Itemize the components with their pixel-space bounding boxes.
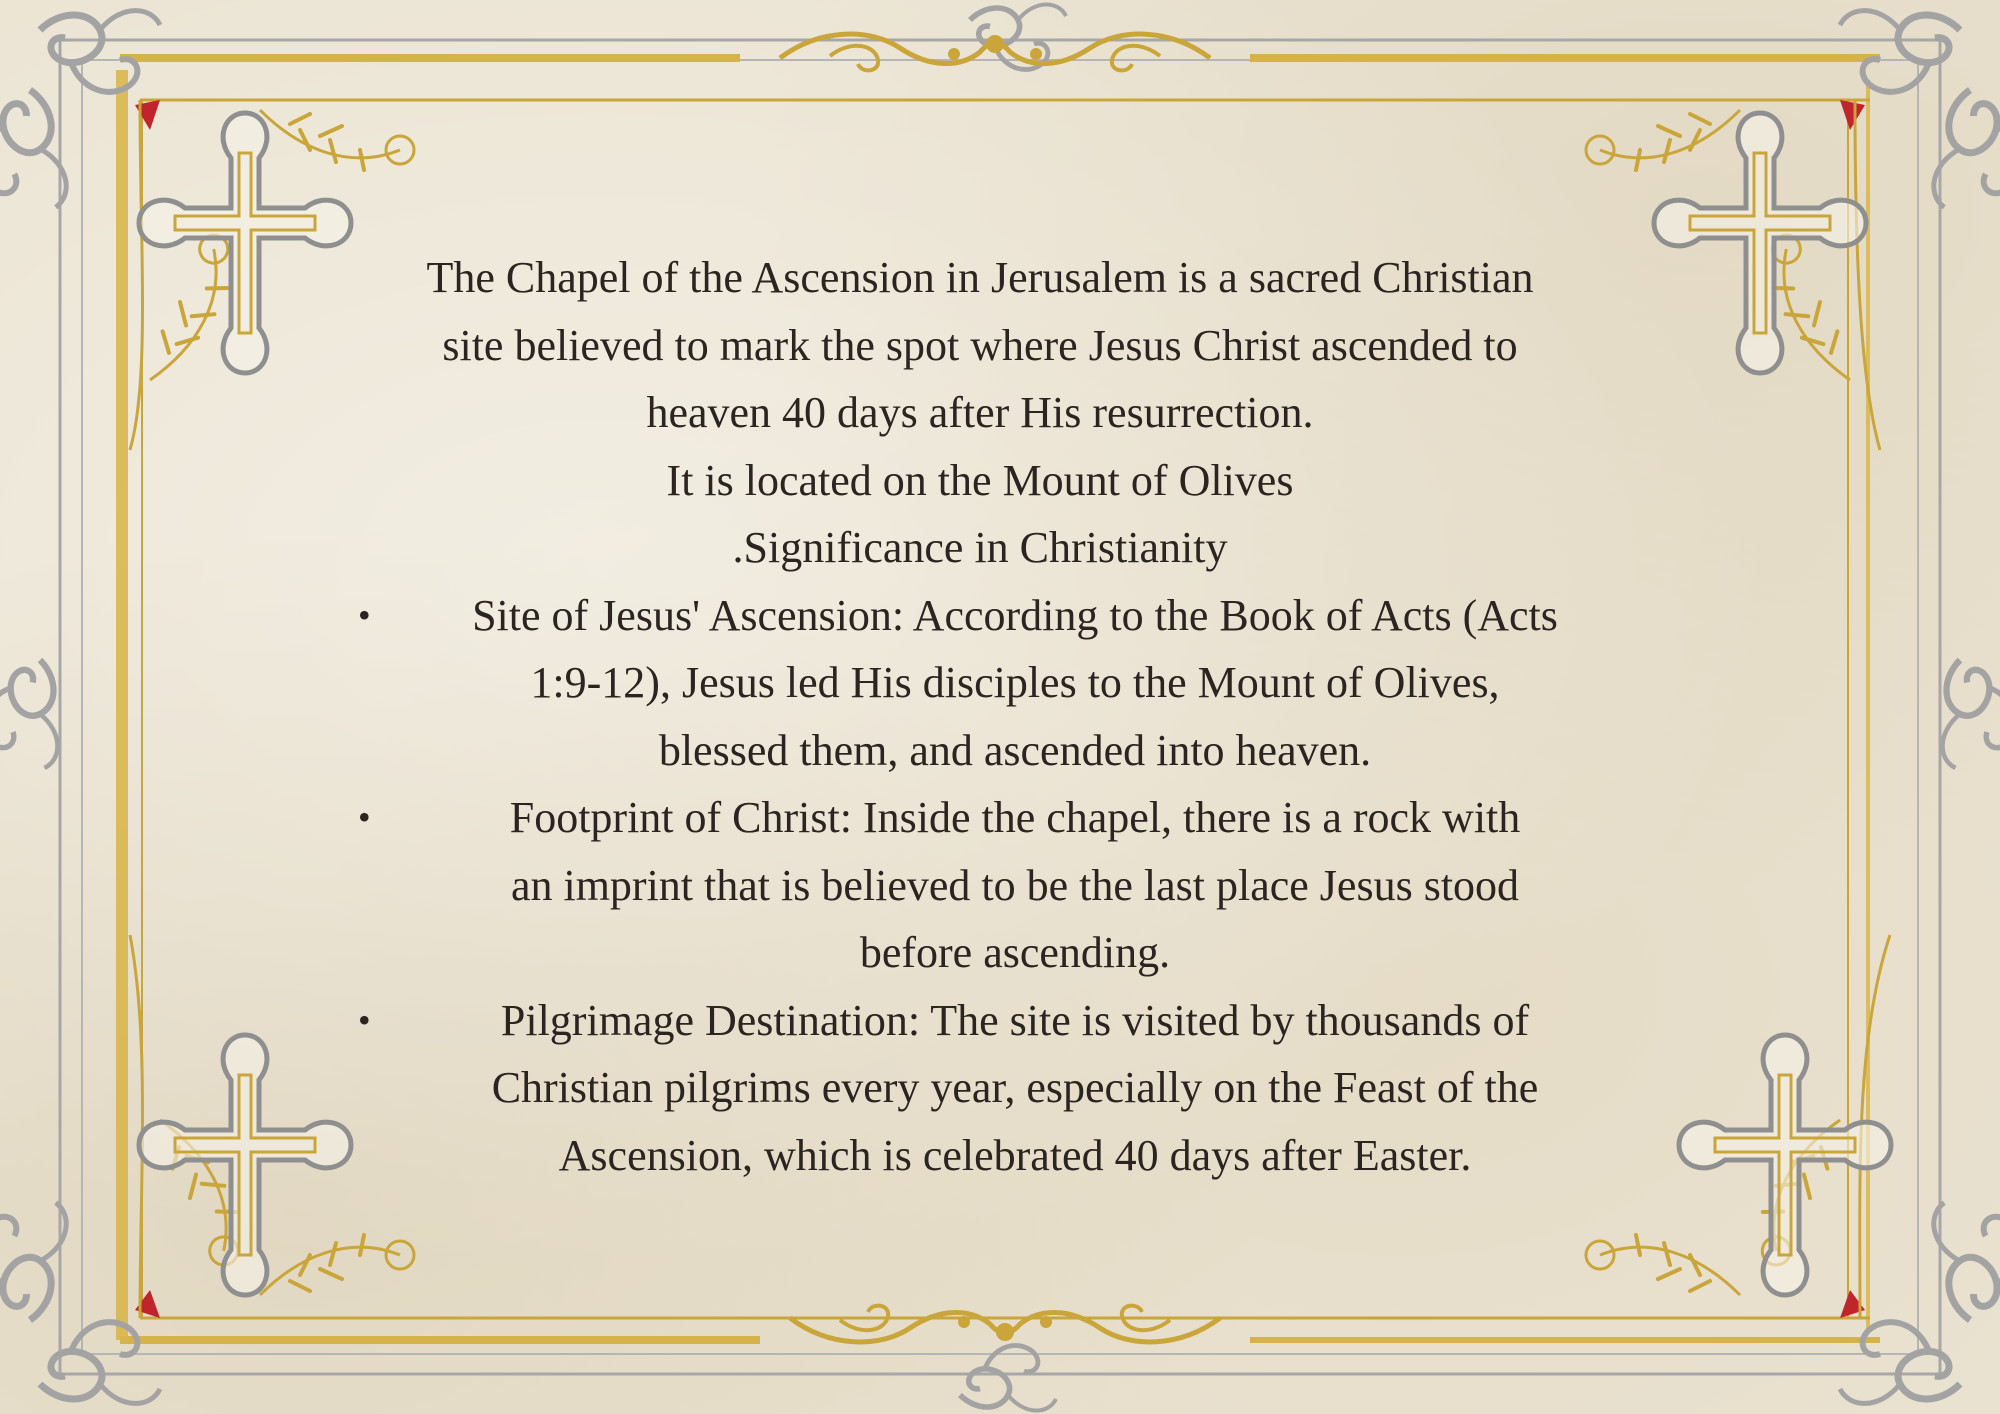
list-item (330, 582, 1630, 785)
vine-ornament-top-left (260, 110, 414, 170)
list-item-line: blessed them, and ascended into heaven. (658, 725, 1372, 775)
bullet-icon: • (358, 594, 371, 635)
cross-icon (1654, 113, 1866, 373)
section-heading: .Significance in Christianity (732, 523, 1228, 572)
list-item-line: Christian pilgrims every year, especially on the Feast of the (491, 1063, 1539, 1112)
document-body (330, 244, 1630, 1189)
cross-icon (139, 113, 351, 373)
list-item-line: before ascending. (859, 928, 1171, 977)
bullet-icon: • (358, 797, 371, 837)
list-item-line: Site of Jesus' Ascension: According to the Book of Acts (Acts (472, 590, 1558, 640)
bullet-icon: • (358, 999, 371, 1040)
intro-line: heaven 40 days after His resurrection. (646, 388, 1314, 437)
intro-paragraph (330, 244, 1630, 582)
list-item (330, 784, 1630, 987)
list-item (330, 987, 1630, 1190)
list-item-line: Footprint of Christ: Inside the chapel, there is a rock with (509, 793, 1521, 842)
list-item-line: an imprint that is believed to be the last place Jesus stood (510, 860, 1520, 910)
bottom-flourish-icon (790, 1306, 1220, 1342)
intro-line: The Chapel of the Ascension in Jerusalem is a sacred Christian (426, 253, 1534, 302)
list-item-line: Ascension, which is celebrated 40 days after Easter. (558, 1130, 1472, 1180)
significance-list (330, 582, 1630, 1190)
list-item-line: Pilgrimage Destination: The site is visited by thousands of (500, 995, 1530, 1045)
location-line: It is located on the Mount of Olives (666, 455, 1294, 505)
list-item-line: 1:9-12), Jesus led His disciples to the Mount of Olives, (530, 658, 1500, 707)
intro-line: site believed to mark the spot where Jesus Christ ascended to (442, 320, 1518, 370)
